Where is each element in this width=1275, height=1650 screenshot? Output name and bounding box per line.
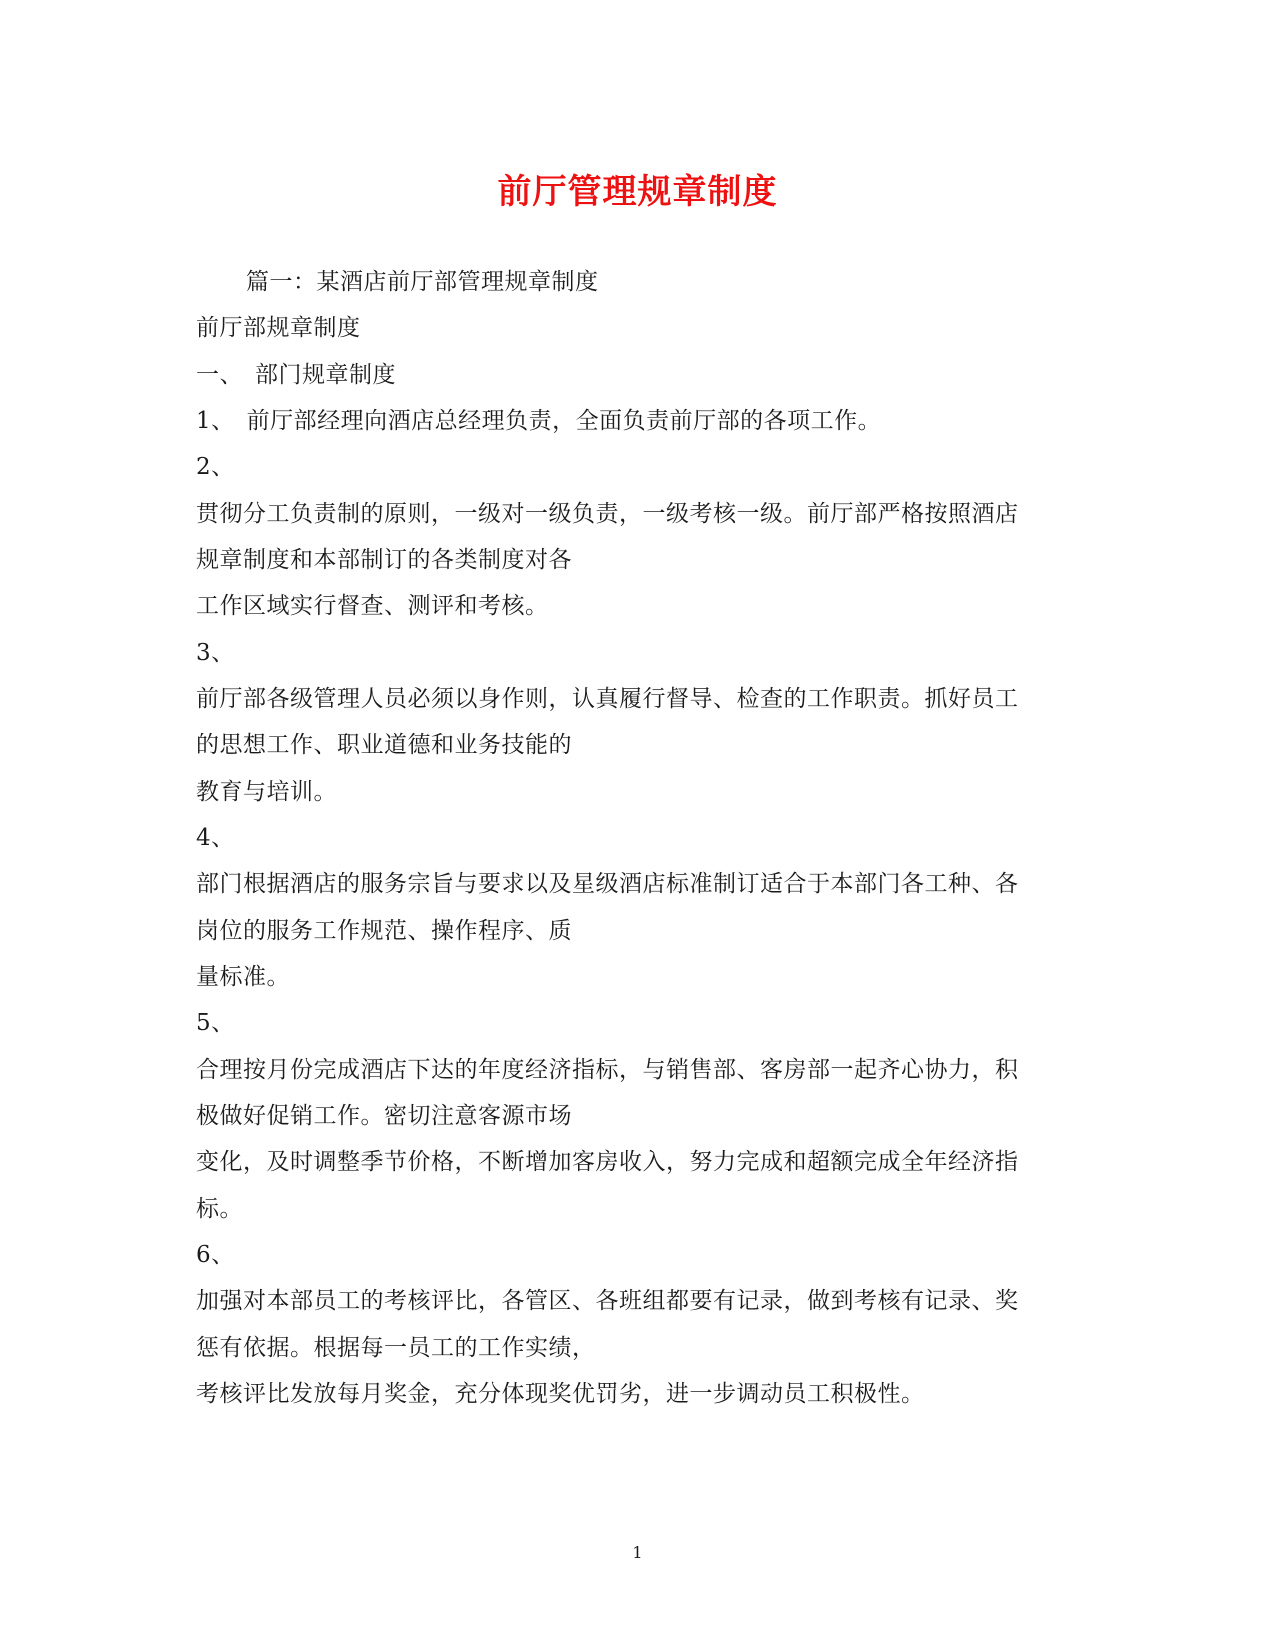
- document-line: 的思想工作、职业道德和业务技能的: [196, 732, 572, 758]
- document-line: 6、: [196, 1242, 235, 1268]
- document-line: 加强对本部员工的考核评比，各管区、各班组都要有记录，做到考核有记录、奖: [196, 1288, 1019, 1314]
- document-line: 岗位的服务工作规范、操作程序、质: [196, 918, 572, 944]
- document-line: 合理按月份完成酒店下达的年度经济指标，与销售部、客房部一起齐心协力，积: [196, 1057, 1019, 1083]
- page-number: 1: [632, 1543, 643, 1562]
- document-line: 极做好促销工作。密切注意客源市场: [196, 1103, 572, 1129]
- document-line-section-heading: 篇一：某酒店前厅部管理规章制度: [246, 269, 599, 295]
- document-line: 标。: [196, 1196, 243, 1222]
- document-line: 贯彻分工负责制的原则，一级对一级负责，一级考核一级。前厅部严格按照酒店: [196, 501, 1019, 527]
- document-line: 1、 前厅部经理向酒店总经理负责，全面负责前厅部的各项工作。: [196, 408, 882, 434]
- document-line: 前厅部各级管理人员必须以身作则，认真履行督导、检查的工作职责。抓好员工: [196, 686, 1019, 712]
- document-line: 2、: [196, 454, 235, 480]
- document-line: 教育与培训。: [196, 779, 337, 805]
- document-line: 考核评比发放每月奖金，充分体现奖优罚劣，进一步调动员工积极性。: [196, 1381, 925, 1407]
- document-line: 变化，及时调整季节价格，不断增加客房收入，努力完成和超额完成全年经济指: [196, 1149, 1019, 1175]
- document-line: 4、: [196, 825, 235, 851]
- document-line: 5、: [196, 1010, 235, 1036]
- document-line: 惩有依据。根据每一员工的工作实绩，: [196, 1335, 596, 1361]
- document-line: 3、: [196, 640, 235, 666]
- document-line: 量标准。: [196, 964, 290, 990]
- document-line-subtitle: 前厅部规章制度: [196, 315, 361, 341]
- document-line: 部门根据酒店的服务宗旨与要求以及星级酒店标准制订适合于本部门各工种、各: [196, 871, 1019, 897]
- document-line: 规章制度和本部制订的各类制度对各: [196, 547, 572, 573]
- page-title: 前厅管理规章制度: [497, 172, 778, 212]
- document-line-part-heading: 一、 部门规章制度: [196, 362, 396, 388]
- document-line: 工作区域实行督查、测评和考核。: [196, 593, 549, 619]
